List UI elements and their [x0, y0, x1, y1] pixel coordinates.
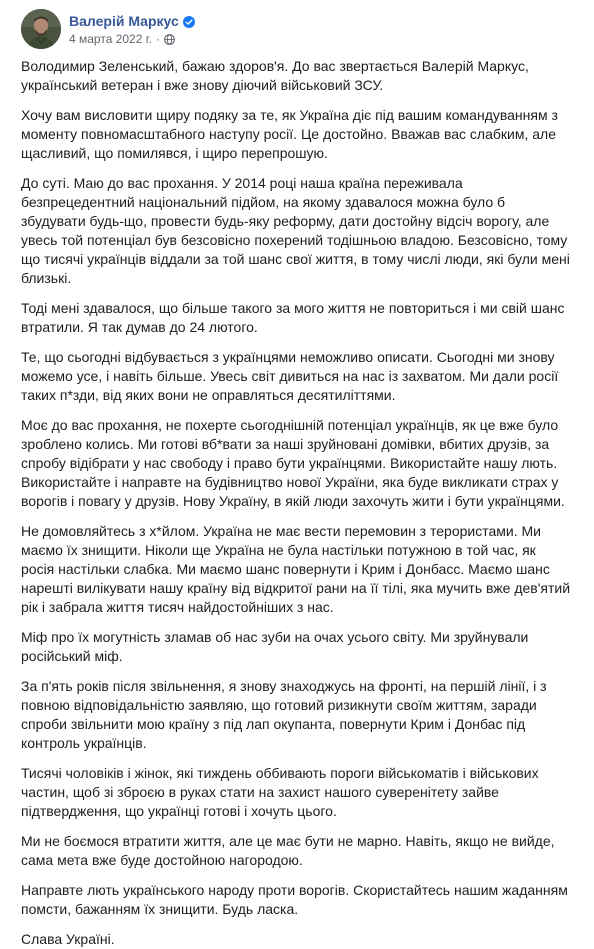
post-paragraph: Міф про їх могутність зламав об нас зуби на очах усього світу. Ми зруйнували російський міф. — [21, 629, 529, 664]
post-date-row — [69, 32, 195, 46]
post-meta — [69, 8, 195, 46]
author-name[interactable]: Валерій Маркус — [69, 13, 179, 29]
post-paragraph: Слава Україні. — [21, 931, 115, 947]
post-paragraph: Тисячі чоловіків і жінок, які тиждень оббивають пороги військоматів і військових частин, щоб зі зброєю в руках стати на захист нашого суверенітету зайве підтвердження, що українці готові і хочуть цього. — [21, 765, 539, 819]
post-paragraph: Направте лють українського народу проти ворогів. Скористайтесь нашим жаданням помсти, бажанням їх знищити. Будь ласка. — [21, 882, 568, 917]
post-paragraph: Не домовляйтесь з х*йлом. Україна не має вести перемовин з терористами. Ми маємо їх знищити. Ніколи ще Україна не була настільки потужною в той час, як росія настільки слабка. Ми маємо шанс повернути і Крим і Донбасс. Маємо шанс нарешті вилікувати нашу країну від відкритої рани на її тілі, яка мучить вже дев'ятий рік і забрала життя тисяч найдостойніших з нас. — [21, 523, 571, 615]
post-paragraph: За п'ять років після звільнення, я знову знаходжусь на фронті, на першій лінії, і з повною відповідальністю заявляю, що готовий ризикнути своїм життям, заради спроби звільнити мою країну з під лап окупанта, повернути Крим і Донбас під контроль українців. — [21, 678, 547, 751]
post-paragraph: Володимир Зеленський, бажаю здоров'я. До вас звертається Валерій Маркус, український ветеран і вже знову діючий військовий ЗСУ. — [21, 58, 529, 93]
post-paragraph: Те, що сьогодні відбувається з українцями неможливо описати. Сьогодні ми знову можемо усе, і навіть більше. Увесь світ дивиться на нас із захватом. Ми дали росії таких п*зди, від яких вони не оправляться десятиліттями. — [21, 349, 559, 403]
post-paragraph: Моє до вас прохання, не похерте сьогоднішній потенціал українців, як це вже було зроблено колись. Ми готові вб*вати за наші зруйновані домівки, вбитих друзів, за спробу відібрати у нас свободу і право бути українцями. Використайте нашу лють. Використайте і направте на будівництво нової України, яка буде викликати страх у ворогів і повагу у друзів. Нову Україну, в якій люди захочуть жити і бути українцями. — [21, 417, 565, 509]
post-date[interactable]: 4 марта 2022 г. — [69, 32, 152, 46]
post-paragraph: Тоді мені здавалося, що більше такого за мого життя не повториться і ми свій шанс втратили. Я так думав до 24 лютого. — [21, 300, 565, 335]
date-separator: · — [156, 32, 160, 46]
post-paragraph: До суті. Маю до вас прохання. У 2014 році наша країна переживала безпрецедентний національний підйом, на якому здавалося можна було б збудувати будь-що, провести будь-яку реформу, дати достойну відсіч ворогу, але увесь той потенціал був безсовісно похерений тодішньою владою. Безсовісно, тому що тисячі українців віддали за той шанс свої життя, в тому числі люди, які були мені близькі. — [21, 175, 570, 286]
post-header — [21, 8, 582, 52]
post-text — [21, 57, 582, 949]
globe-icon[interactable] — [164, 34, 175, 45]
post-paragraph: Ми не боємося втратити життя, але це має бути не марно. Навіть, якщо не вийде, сама мета вже буде достойною нагородою. — [21, 833, 555, 868]
author-avatar[interactable] — [21, 9, 61, 49]
post-paragraph: Хочу вам висловити щиру подяку за те, як Україна діє під вашим командуванням з моменту повномасштабного наступу росії. Це достойно. Вважав вас слабким, але щасливий, що помилявся, і щиро перепрошую. — [21, 107, 558, 161]
verified-badge-icon — [183, 15, 195, 27]
author-row — [69, 12, 195, 30]
